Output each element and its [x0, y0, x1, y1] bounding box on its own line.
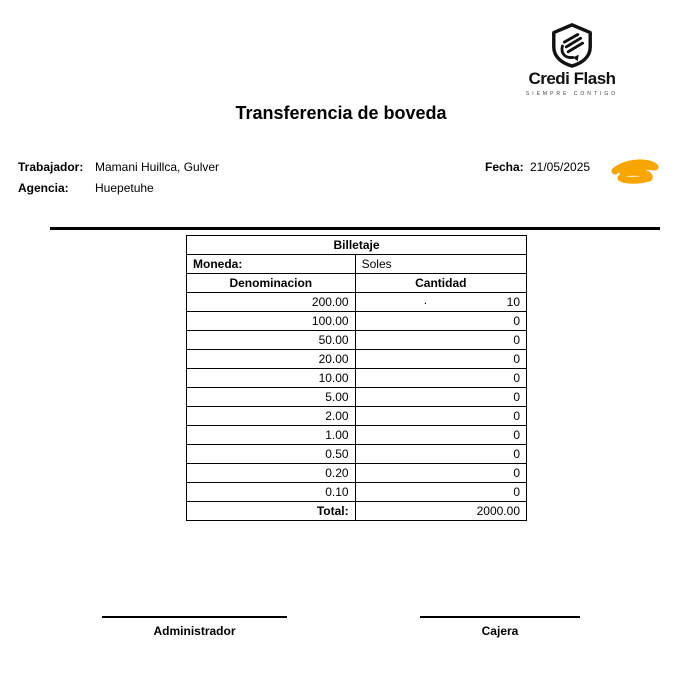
billetaje-table: [186, 235, 527, 521]
denominacion-cell: 0.20: [187, 464, 356, 483]
cantidad-cell: 0: [355, 426, 526, 445]
fist-shield-icon: [548, 22, 596, 68]
denominacion-cell: 0.50: [187, 445, 356, 464]
signature-line: [102, 616, 287, 618]
cantidad-cell: . 10: [355, 293, 526, 312]
signature-label: Administrador: [153, 624, 236, 638]
denominacion-cell: 20.00: [187, 350, 356, 369]
agencia-value: Huepetuhe: [95, 181, 154, 195]
cantidad-cell: 0: [355, 350, 526, 369]
signature-line: [420, 616, 580, 618]
table-row: [187, 312, 527, 331]
table-row: [187, 293, 527, 312]
cantidad-cell: 0: [355, 483, 526, 502]
stray-mark: .: [423, 293, 428, 307]
trabajador-value: Mamani Huillca, Gulver: [95, 160, 220, 174]
denominacion-cell: 1.00: [187, 426, 356, 445]
total-row: [187, 502, 527, 521]
cantidad-cell: 0: [355, 312, 526, 331]
table-row: [187, 388, 527, 407]
fecha-label: Fecha:: [485, 160, 524, 174]
denominacion-cell: 50.00: [187, 331, 356, 350]
denomination-rows: [187, 236, 527, 502]
table-row: [187, 464, 527, 483]
brand-logo: [522, 22, 622, 97]
brand-tagline: SIEMPRE CONTIGO: [525, 91, 619, 97]
cantidad-cell: 0: [355, 464, 526, 483]
table-row: [187, 445, 527, 464]
table-title-row: [187, 236, 527, 255]
total-label: Total:: [187, 502, 356, 521]
denominacion-cell: 5.00: [187, 388, 356, 407]
total-value: 2000.00: [355, 502, 526, 521]
denominacion-cell: 200.00: [187, 293, 356, 312]
denominacion-cell: 0.10: [187, 483, 356, 502]
table-row: [187, 426, 527, 445]
page-title: Transferencia de boveda: [235, 103, 447, 123]
header-divider: [50, 227, 660, 230]
cantidad-cell: 0: [355, 331, 526, 350]
table-row: [187, 407, 527, 426]
cantidad-cell: 0: [355, 445, 526, 464]
signature-block-administrador: [102, 616, 287, 638]
fecha-value: 21/05/2025: [530, 160, 591, 174]
cantidad-cell: 0: [355, 407, 526, 426]
signature-block-cajera: [420, 616, 580, 638]
column-header-row: [187, 274, 527, 293]
table-title: Billetaje: [187, 236, 527, 255]
marker-scribble-annotation: [607, 156, 663, 188]
column-header-cantidad: Cantidad: [355, 274, 526, 293]
table-row: [187, 331, 527, 350]
denominacion-cell: 10.00: [187, 369, 356, 388]
table-row: [187, 350, 527, 369]
trabajador-label: Trabajador:: [18, 160, 84, 174]
moneda-label: Moneda:: [187, 255, 356, 274]
column-header-denominacion: Denominacion: [187, 274, 356, 293]
table-row: [187, 483, 527, 502]
denominacion-cell: 2.00: [187, 407, 356, 426]
cantidad-cell: 0: [355, 388, 526, 407]
signature-label: Cajera: [481, 624, 519, 638]
table-row: [187, 369, 527, 388]
denominacion-cell: 100.00: [187, 312, 356, 331]
agencia-label: Agencia:: [18, 181, 69, 195]
brand-name: Credi Flash: [528, 69, 616, 88]
cantidad-cell: 0: [355, 369, 526, 388]
moneda-value: Soles: [355, 255, 526, 274]
moneda-row: [187, 255, 527, 274]
